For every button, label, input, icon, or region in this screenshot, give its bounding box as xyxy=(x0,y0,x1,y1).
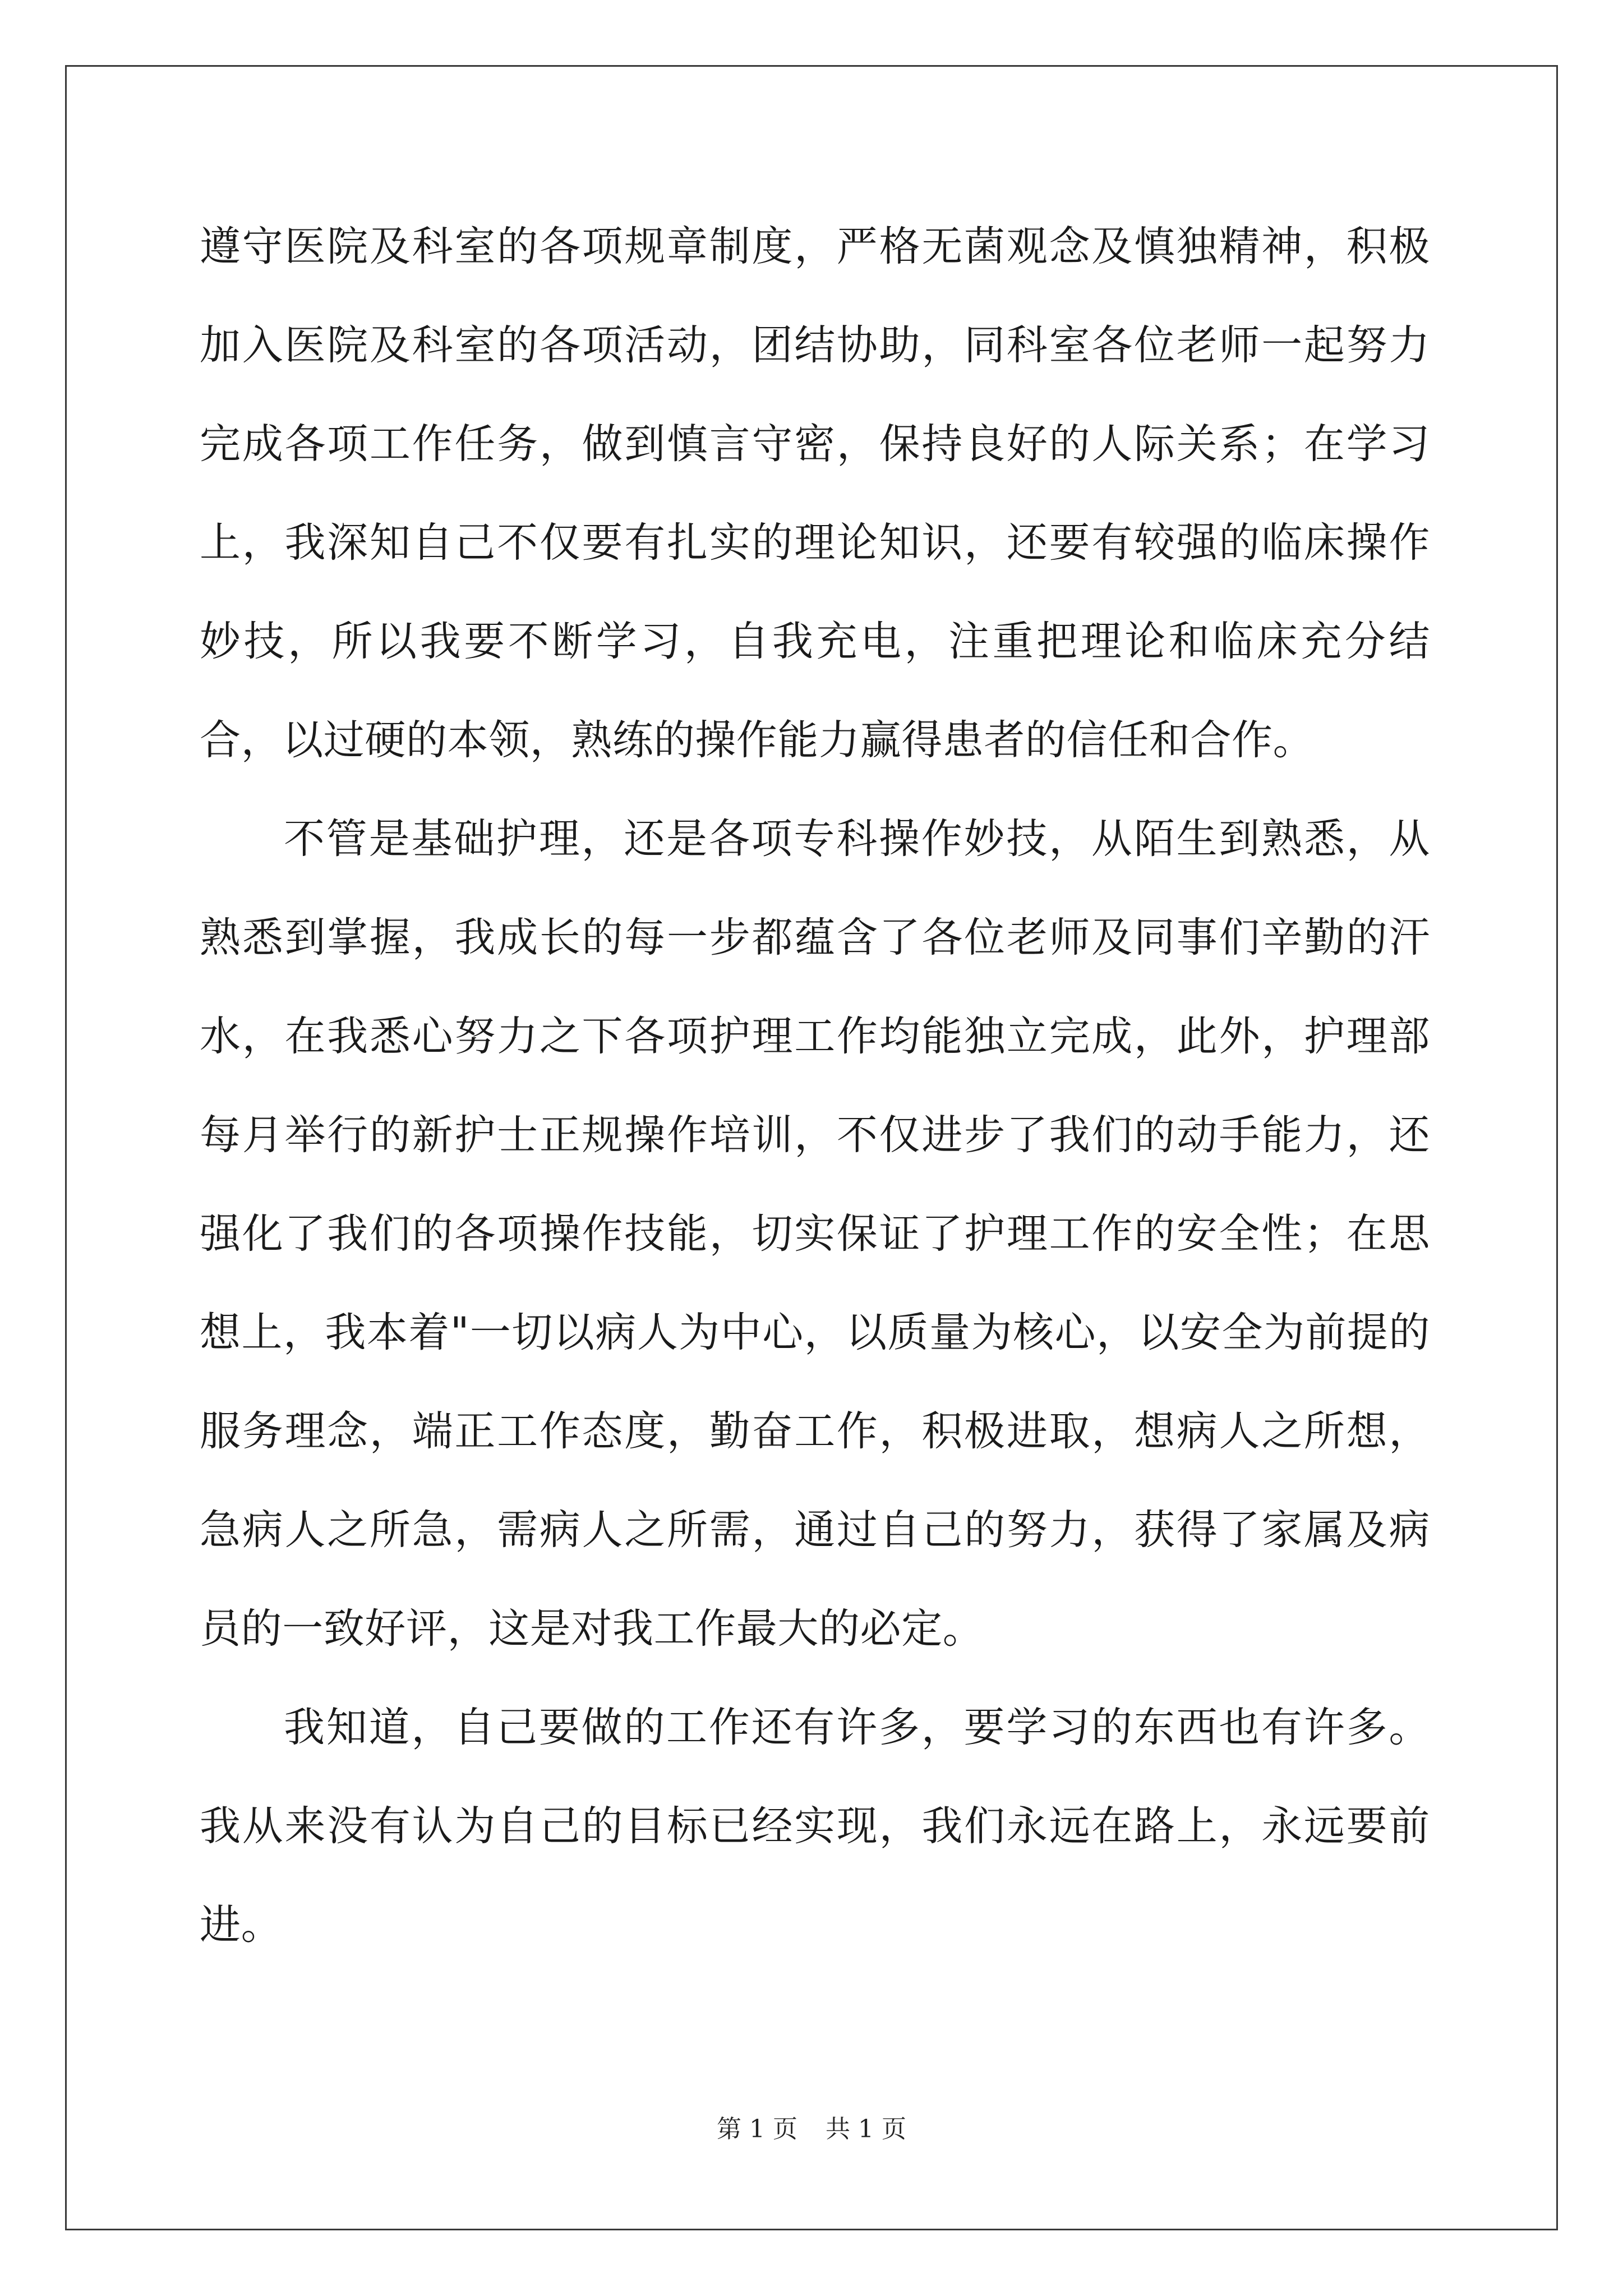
page-number: 第 1 页 xyxy=(717,2115,797,2143)
page-footer xyxy=(0,2113,1623,2146)
document-body xyxy=(200,197,1430,1975)
paragraph-3: 我知道，自己要做的工作还有许多，要学习的东西也有许多。我从来没有认为自己的目标已经实现，我们永远在路上，永远要前进。 xyxy=(200,1704,1430,1949)
paragraph-1: 遵守医院及科室的各项规章制度，严格无菌观念及慎独精神，积极加入医院及科室的各项活动，团结协助，同科室各位老师一起努力完成各项工作任务，做到慎言守密，保持良好的人际关系；在学习上，我深知自己不仅要有扎实的理论知识，还要有较强的临床操作妙技，所以我要不断学习，自我充电，注重把理论和临床充分结合，以过硬的本领，熟练的操作能力赢得患者的信任和合作。 xyxy=(200,223,1430,764)
page-total: 共 1 页 xyxy=(826,2115,906,2143)
paragraph-2: 不管是基础护理，还是各项专科操作妙技，从陌生到熟悉，从熟悉到掌握，我成长的每一步都蕴含了各位老师及同事们辛勤的汗水，在我悉心努力之下各项护理工作均能独立完成，此外，护理部每月举行的新护士正规操作培训，不仅进步了我们的动手能力，还强化了我们的各项操作技能，切实保证了护理工作的安全性；在思想上，我本着"一切以病人为中心，以质量为核心，以安全为前提的服务理念，端正工作态度，勤奋工作，积极进取，想病人之所想，急病人之所急，需病人之所需，通过自己的努力，获得了家属及病员的一致好评，这是对我工作最大的必定。 xyxy=(200,815,1430,1653)
